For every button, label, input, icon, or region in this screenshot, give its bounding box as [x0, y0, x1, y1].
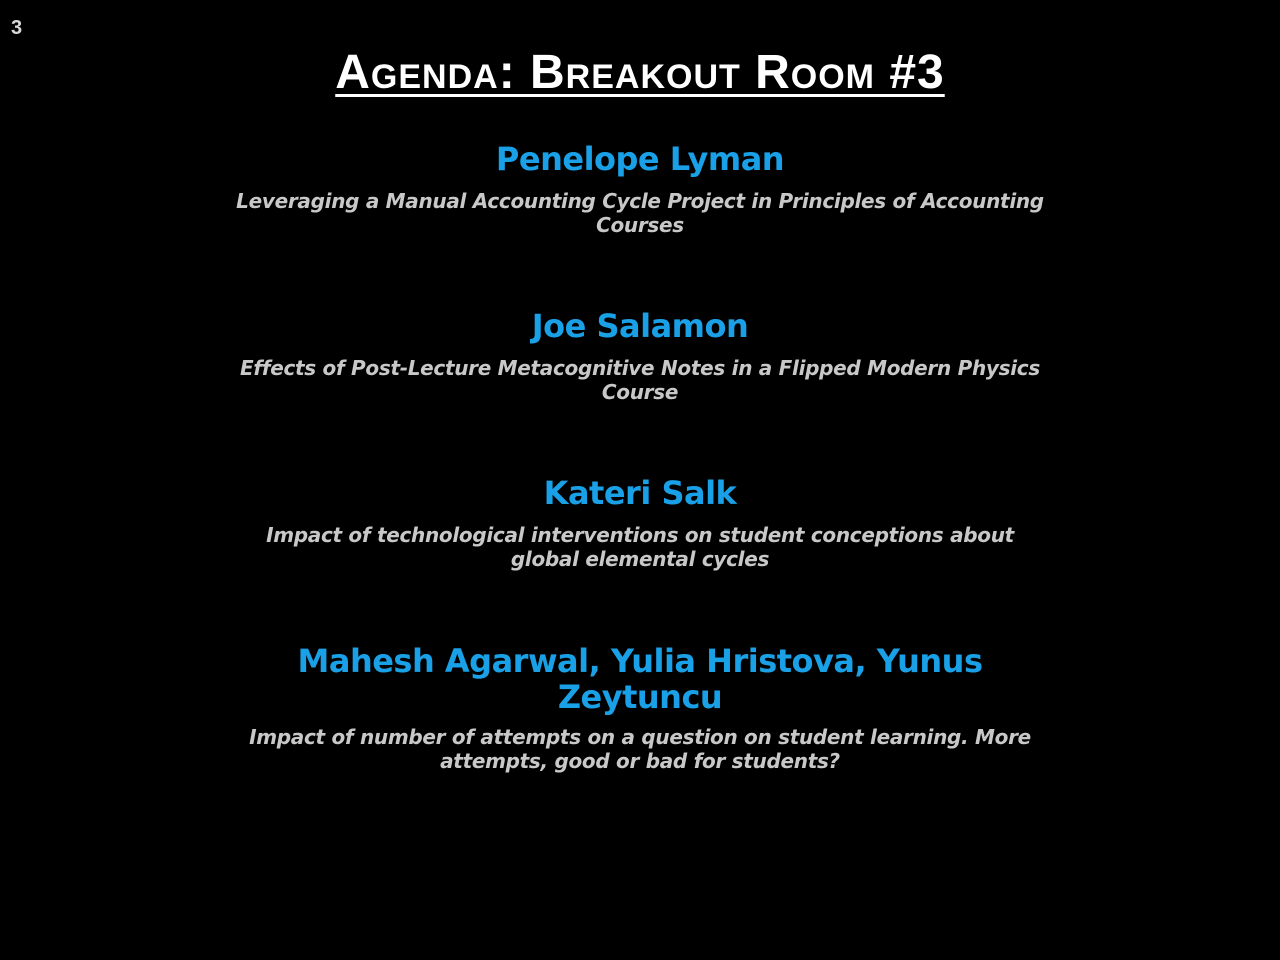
agenda-item	[200, 475, 1080, 571]
agenda-item	[200, 308, 1080, 404]
agenda-item	[200, 643, 1080, 773]
slide-number: 3	[11, 17, 23, 39]
presenter-name: Joe Salamon	[531, 307, 749, 345]
agenda-item	[200, 141, 1080, 237]
presentation-topic: Impact of technological interventions on student conceptions about global elemental cycles	[266, 523, 1014, 571]
presenter-name: Penelope Lyman	[495, 140, 785, 178]
presentation-topic: Leveraging a Manual Accounting Cycle Project in Principles of Accounting Courses	[236, 189, 1044, 237]
presenter-name: Mahesh Agarwal, Yulia Hristova, Yunus Zeytuncu	[297, 642, 983, 716]
presentation-topic: Impact of number of attempts on a question on student learning. More attempts, good or bad for students?	[249, 725, 1031, 773]
slide-title	[0, 44, 1280, 102]
presenter-name: Kateri Salk	[543, 474, 737, 512]
presentation-topic: Effects of Post-Lecture Metacognitive Notes in a Flipped Modern Physics Course	[240, 356, 1040, 404]
slide-title-text: Agenda: Breakout Room #3	[335, 46, 945, 99]
